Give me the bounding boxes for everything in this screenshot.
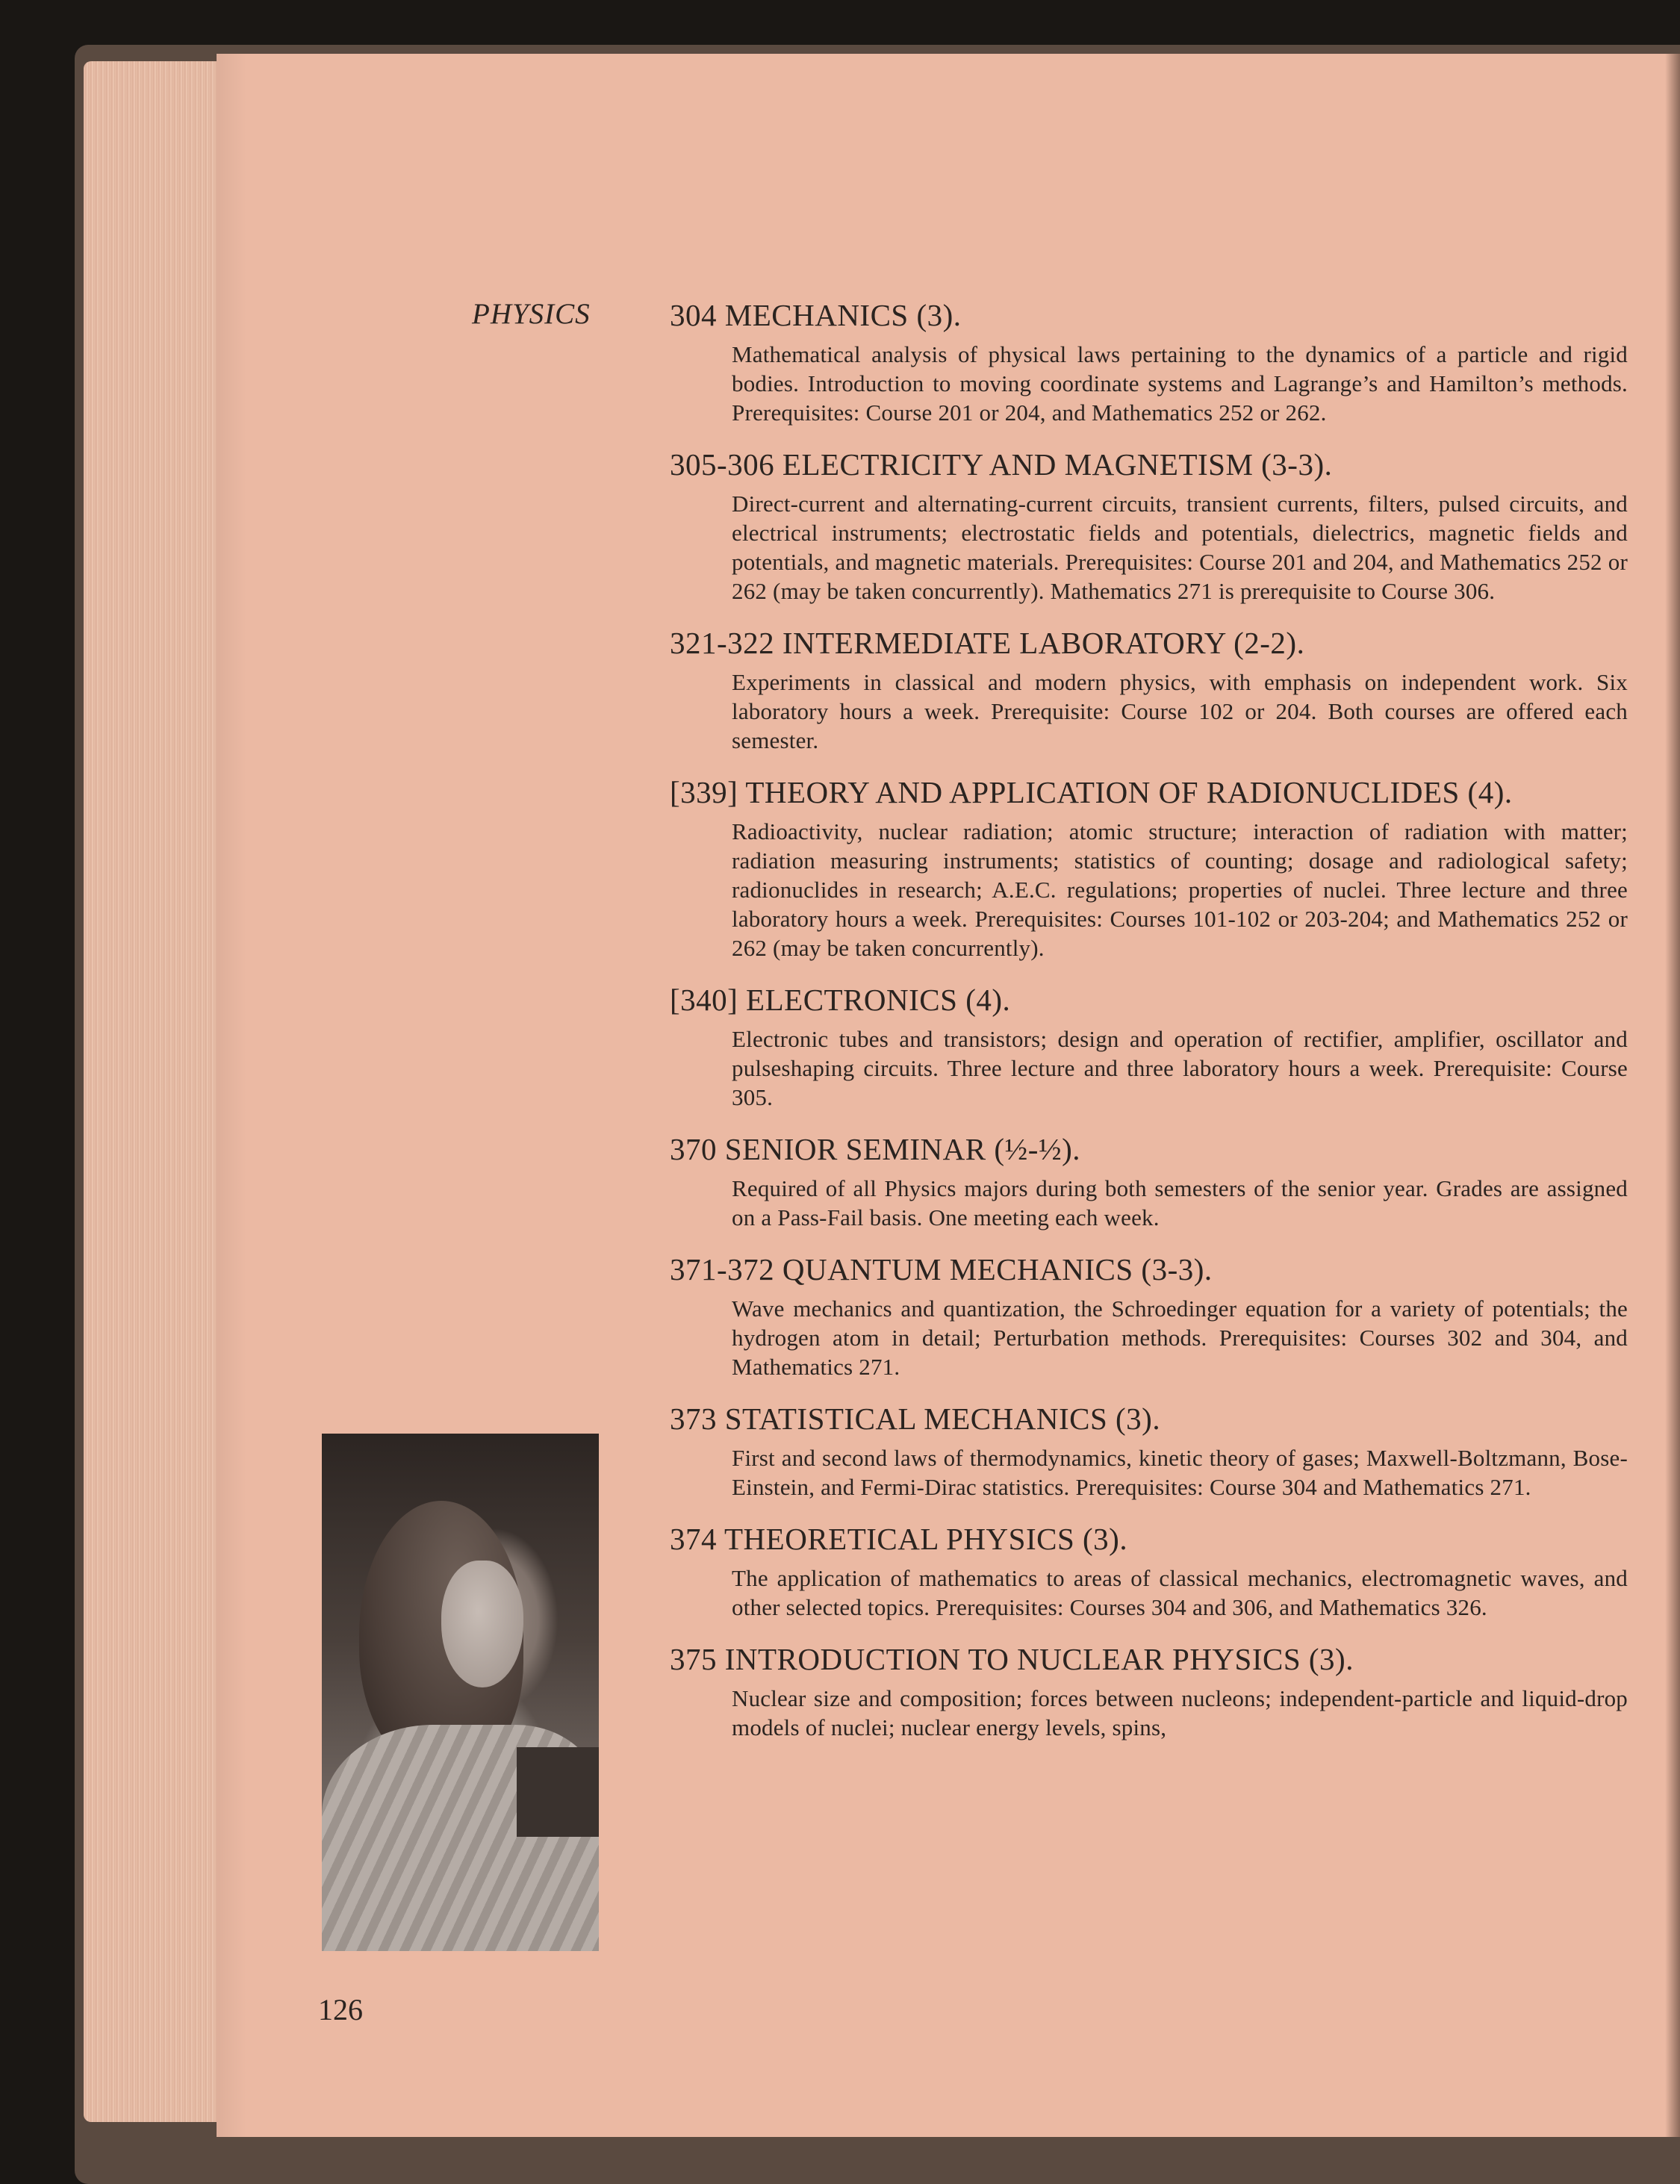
- course-title: [340] ELECTRONICS (4).: [670, 983, 1011, 1017]
- course-description: Mathematical analysis of physical laws pertaining to the dynamics of a particle and rigid bodies. Introduction to moving coordinate systems and Lagrange’s and Hamilton’s methods. Prerequisites: Course 201 or 204, and Mathematics 252 or 262.: [732, 341, 1628, 426]
- course-title: 305-306 ELECTRICITY AND MAGNETISM (3-3).: [670, 447, 1333, 482]
- course-entry: [670, 297, 1628, 427]
- course-entry: [670, 774, 1628, 962]
- course-title: 374 THEORETICAL PHYSICS (3).: [670, 1522, 1128, 1556]
- course-entry: [670, 1401, 1628, 1502]
- course-title: 371-372 QUANTUM MECHANICS (3-3).: [670, 1252, 1213, 1287]
- course-title: 304 MECHANICS (3).: [670, 298, 962, 332]
- course-entry: [670, 1251, 1628, 1381]
- course-entry: [670, 447, 1628, 606]
- course-description: Electronic tubes and transistors; design and operation of rectifier, amplifier, oscillator and pulseshaping circuits. Three lecture and three laboratory hours a week. Prerequisite: Course 305.: [732, 1026, 1628, 1110]
- course-description: Wave mechanics and quantization, the Schroedinger equation for a variety of potentials; the hydrogen atom in detail; Perturbation methods. Prerequisites: Courses 302 and 304, and Mathematics 271.: [732, 1295, 1628, 1380]
- running-head: PHYSICS: [472, 298, 591, 330]
- course-entry: [670, 1641, 1628, 1742]
- course-description: The application of mathematics to areas of classical mechanics, electromagnetic waves, and other selected topics. Prerequisites: Courses 304 and 306, and Mathematics 326.: [732, 1565, 1628, 1620]
- page-number: 126: [318, 1993, 363, 2026]
- course-entry: [670, 1521, 1628, 1622]
- course-entry: [670, 625, 1628, 755]
- course-title: 373 STATISTICAL MECHANICS (3).: [670, 1401, 1161, 1436]
- page-edges: [84, 61, 233, 2122]
- course-title: 370 SENIOR SEMINAR (½-½).: [670, 1132, 1081, 1166]
- course-list: [670, 297, 1628, 1761]
- course-description: Nuclear size and composition; forces between nucleons; independent-particle and liquid-drop models of nuclei; nuclear energy levels, spins,: [732, 1685, 1628, 1740]
- course-description: Experiments in classical and modern physics, with emphasis on independent work. Six laboratory hours a week. Prerequisite: Course 102 or 204. Both courses are offered each semester.: [732, 669, 1628, 753]
- student-photo: [322, 1434, 599, 1951]
- photo-background-desk: [517, 1747, 599, 1837]
- photo-face: [441, 1561, 523, 1687]
- course-description: First and second laws of thermodynamics, kinetic theory of gases; Maxwell-Boltzmann, Bose-Einstein, and Fermi-Dirac statistics. Prerequisites: Course 304 and Mathematics 271.: [732, 1445, 1628, 1500]
- course-entry: [670, 1131, 1628, 1232]
- course-title: 375 INTRODUCTION TO NUCLEAR PHYSICS (3).: [670, 1642, 1354, 1676]
- course-title: 321-322 INTERMEDIATE LABORATORY (2-2).: [670, 626, 1305, 660]
- course-title: [339] THEORY AND APPLICATION OF RADIONUCLIDES (4).: [670, 775, 1513, 809]
- course-description: Radioactivity, nuclear radiation; atomic structure; interaction of radiation with matter; radiation measuring instruments; statistics of counting; dosage and radiological safety; radionuclides in research; A.E.C. regulations; properties of nuclei. Three lecture and three laboratory hours a week. Prerequisites: Courses 101-102 or 203-204; and Mathematics 252 or 262 (may be taken concurrently).: [732, 818, 1628, 961]
- course-description: Required of all Physics majors during both semesters of the senior year. Grades are assigned on a Pass-Fail basis. One meeting each week.: [732, 1175, 1628, 1231]
- course-entry: [670, 982, 1628, 1112]
- course-description: Direct-current and alternating-current circuits, transient currents, filters, pulsed circuits, and electrical instruments; electrostatic fields and potentials, dielectrics, magnetic fields and potentials, and magnetic materials. Prerequisites: Course 201 and 204, and Mathematics 252 or 262 (may be taken concurrently). Mathematics 271 is prerequisite to Course 306.: [732, 491, 1628, 604]
- spine-shadow: [1665, 54, 1680, 2137]
